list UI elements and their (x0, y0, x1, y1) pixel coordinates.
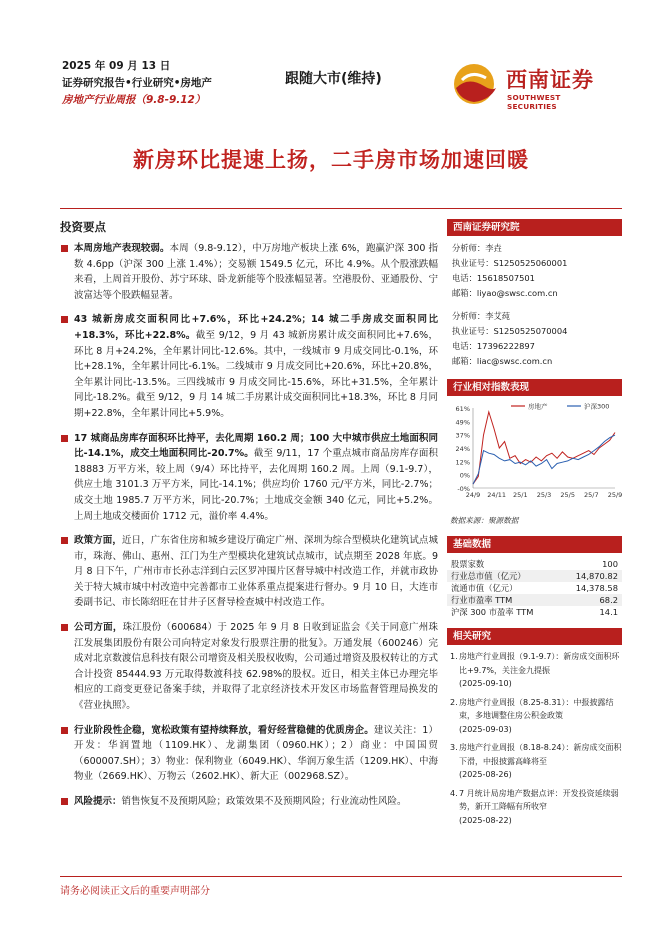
logo-text-en: SOUTHWEST SECURITIES (507, 93, 561, 111)
key-data-row (447, 606, 622, 618)
related-report-num: 3. (450, 743, 458, 752)
related-report[interactable] (447, 741, 622, 782)
x-tick-label: 25/1 (513, 491, 528, 499)
series-line-csi300 (473, 435, 615, 484)
related-report-date: (2025-08-26) (459, 770, 512, 779)
key-data-row (447, 558, 622, 570)
series-line-realestate (473, 412, 615, 484)
summary-point (60, 794, 438, 810)
bullet-icon (61, 245, 68, 252)
y-tick-label: 61% (455, 405, 470, 413)
related-report-title: 房地产行业周报（8.18-8.24）：新房成交面积下滑，中报披露高峰将至 (459, 743, 622, 766)
summary-point (60, 723, 438, 785)
key-data-value: 14,378.58 (575, 583, 618, 593)
y-tick-label: 24% (455, 445, 470, 453)
report-date: 2025 年 09 月 13 日 (62, 60, 171, 72)
related-report[interactable] (447, 650, 622, 691)
key-data-row (447, 570, 622, 582)
y-tick-label: 12% (455, 458, 470, 467)
related-report[interactable] (447, 696, 622, 737)
point-lead: 17 城商品房库存面积环比持平，去化周期 160.2 周；100 大中城市供应土地面积同比-14.1%，成交土地面积同比-20.7%。 (74, 432, 438, 460)
key-data-label: 沪深 300 市盈率 TTM (451, 607, 534, 617)
analyst-cert: 执业证号：S1250525060001 (452, 258, 568, 268)
point-body: 珠江股份（600684）于 2025 年 9 月 8 日收到证监会《关于同意广州珠江发展集团股份有限公司向特定对象发行股票注册的批复》。万通发展（600246）完成对北京数渡信息科技有限公司增资及相关股权收购，公司通过增资及股权转让的方式合计投资 85444.93 万元取得数渡科技 62.98%的股权。近日，相关主体已办理完毕相应的工商变更登记备案手续，并取得了北京经济技术开发区市场监督管理局换发的《营业执照》。 (74, 622, 438, 712)
analyst-phone: 电话：17396222897 (452, 341, 535, 351)
investment-summary (60, 219, 438, 819)
related-report-title: 房地产行业周报（8.25-8.31）：中报披露结束，多地调整住房公积金政策 (459, 697, 614, 720)
bullet-icon (61, 798, 68, 805)
sidebar (447, 219, 622, 832)
x-tick-label: 25/3 (536, 491, 552, 499)
bullet-icon (61, 537, 68, 544)
point-lead: 公司方面， (74, 622, 123, 634)
x-tick-label: 24/11 (487, 491, 507, 499)
point-body: 本周（9.8-9.12），中万房地产板块上涨 6%，跑赢沪深 300 指数 4.6pp（沪深 300 上涨 1.4%）；交易额 1549.5 亿元，环比 4.9%。从个股涨跌幅来看，上周首开股份、苏宁环球、卧龙新能等个股涨幅显著。空港股份、亚通股份、宁波富达等个股跌幅显著。 (74, 243, 438, 301)
key-data-label: 股票家数 (451, 559, 485, 569)
related-report-date: (2025-09-03) (459, 724, 512, 734)
analyst-info (447, 241, 622, 369)
company-logo (450, 60, 610, 111)
x-tick-label: 24/9 (465, 491, 481, 499)
analyst-name: 分析师：李垚 (452, 243, 502, 253)
y-tick-label: 0% (459, 471, 470, 480)
key-data-value: 14,870.82 (575, 571, 618, 581)
bullet-icon (61, 435, 68, 442)
analyst-email[interactable]: 邮箱：liyao@swsc.com.cn (452, 288, 558, 298)
relative-index-header: 行业相对指数表现 (447, 379, 622, 396)
point-body: 建议关注：1）开发：华润置地（1109.HK）、龙湖集团（0960.HK）；2）商业：中国国贸（600007.SH）；3）物业：保利物业（6049.HK）、华润万象生活（1209.HK）、中海物业（2669.HK）、万物云（2602.HK）、新大正（002968.SZ）。 (74, 724, 438, 783)
related-report-date: (2025-09-10) (459, 679, 512, 688)
bottom-divider (60, 876, 622, 877)
y-tick-label: -0% (457, 485, 470, 493)
key-data-row (447, 594, 622, 606)
chart-svg (447, 400, 622, 510)
key-data-header: 基础数据 (447, 536, 622, 553)
point-body: 近日，广东省住房和城乡建设厅确定广州、深圳为综合型模块化建筑试点城市，珠海、佛山、惠州、江门为生产型模块化建筑试点城市，试点期至 2028 年底。9月 8 日下午，广州市市长孙志洋到白云区罗冲围片区督导城中村改造工作，并就市政协关于特大城市城中村改造中完善都市工业体系重点提案进行督办。9 月 10 日，大连市委副书记、市长陈绍旺在甘井子区督导检查城中村改造工作。 (74, 535, 438, 609)
y-tick-label: 49% (455, 418, 470, 427)
industry-rating: 跟随大市(维持) (285, 71, 382, 87)
related-research-list (447, 650, 622, 827)
relative-index-chart (447, 400, 622, 514)
related-report-num: 1. (450, 652, 458, 661)
x-tick-label: 25/9 (607, 491, 622, 499)
report-series: 房地产行业周报（9.8-9.12） (62, 94, 206, 106)
research-institute-header: 西南证券研究院 (447, 219, 622, 236)
bullet-icon (61, 727, 68, 734)
key-data-label: 流通市值（亿元） (451, 583, 518, 593)
related-report[interactable] (447, 787, 622, 828)
y-tick-label: 37% (455, 431, 470, 440)
point-lead: 行业阶段性企稳，宽松政策有望持续释放，看好经营稳健的优质房企。 (74, 724, 374, 736)
point-lead: 政策方面， (74, 535, 122, 547)
summary-point (60, 431, 438, 525)
x-tick-label: 25/5 (560, 491, 575, 499)
report-category: 证券研究报告•行业研究•房地产 (62, 77, 212, 89)
point-body: 截至 9/11，17 个重点城市商品房库存面积 18883 万平方米，较上周（9/4）环比持平，去化周期 160.2 周。上周（9.1-9.7），供应土地 3101.3 万平方米，同比-14.1%；供应均价 1760 元/平方米，同比-2.7%；成交土地 1985.7 万平方米，同比-20.7%；土地成交金额 340 亿元，同比+5.2%。上周土地成交楼面价 1712 元，溢价率 4.4%。 (74, 448, 438, 522)
key-data-value: 14.1 (599, 607, 618, 617)
point-lead: 风险提示： (74, 796, 122, 807)
analyst-name: 分析师：李艾莼 (452, 311, 511, 321)
analyst-email[interactable]: 邮箱：liac@swsc.com.cn (452, 356, 553, 366)
summary-point (60, 312, 438, 421)
chart-source: 数据来源：聚源数据 (450, 516, 519, 525)
top-divider (60, 208, 622, 209)
key-data-value: 68.2 (599, 595, 618, 605)
point-lead: 43 城新房成交面积同比+7.6%，环比+24.2%；14 城二手房成交面积同比+18.3%，环比+22.8%。 (74, 314, 438, 341)
related-research-header: 相关研究 (447, 628, 622, 645)
point-body: 销售恢复不及预期风险；政策效果不及预期风险；行业流动性风险。 (121, 796, 407, 807)
related-report-title: 7 月统计局房地产数据点评：开发投资延续弱势，新开工降幅有所收窄 (459, 788, 619, 811)
related-report-title: 房地产行业周报（9.1-9.7）：新房成交面积环比+9.7%，关注金九提振 (459, 652, 620, 675)
key-data-label: 行业市盈率 TTM (451, 595, 513, 605)
point-lead: 本周房地产表现较弱。 (74, 243, 170, 254)
related-report-num: 2. (450, 697, 458, 707)
summary-point (60, 241, 438, 303)
key-data-label: 行业总市值（亿元） (451, 571, 526, 581)
legend-label: 房地产 (528, 402, 548, 411)
summary-point (60, 533, 438, 611)
key-data-value: 100 (602, 559, 618, 569)
key-data-row (447, 582, 622, 594)
related-report-num: 4. (450, 788, 458, 798)
analyst-phone: 电话：15618507501 (452, 273, 535, 283)
point-body: 截至 9/12，9 月 43 城新房累计成交面积同比+7.6%，环比 8 月+24.2%，全年累计同比-12.6%。其中，一线城市 9 月成交同比-0.1%，环比+28.1%，全年累计同比-6.1%。二线城市 9 月成交同比+20.6%，环比+20.8%，全年累计同比-13.5%。三四线城市 9 月成交同比-15.6%，环比+31.5%，全年累计同比-18.2%。截至 9/12，9 月 14 城二手房累计成交面积同比+18.3%，环比 8 月同期+22.8%，全年累计同比+5.9%。 (74, 329, 438, 419)
logo-text-cn: 西南证券 (506, 67, 594, 92)
footer-disclaimer: 请务必阅读正文后的重要声明部分 (60, 886, 210, 897)
summary-point (60, 620, 438, 714)
logo-mark-icon (450, 60, 502, 108)
report-header (62, 58, 212, 109)
bullet-icon (61, 624, 68, 631)
related-report-date: (2025-08-22) (459, 815, 512, 825)
key-data-table (447, 558, 622, 618)
x-tick-label: 25/7 (584, 491, 599, 499)
report-title: 新房环比提速上扬，二手房市场加速回暖 (133, 148, 529, 172)
summary-heading: 投资要点 (60, 220, 106, 234)
bullet-icon (61, 316, 68, 323)
analyst-cert: 执业证号：S1250525070004 (452, 326, 568, 336)
legend-label: 沪深300 (584, 402, 610, 411)
